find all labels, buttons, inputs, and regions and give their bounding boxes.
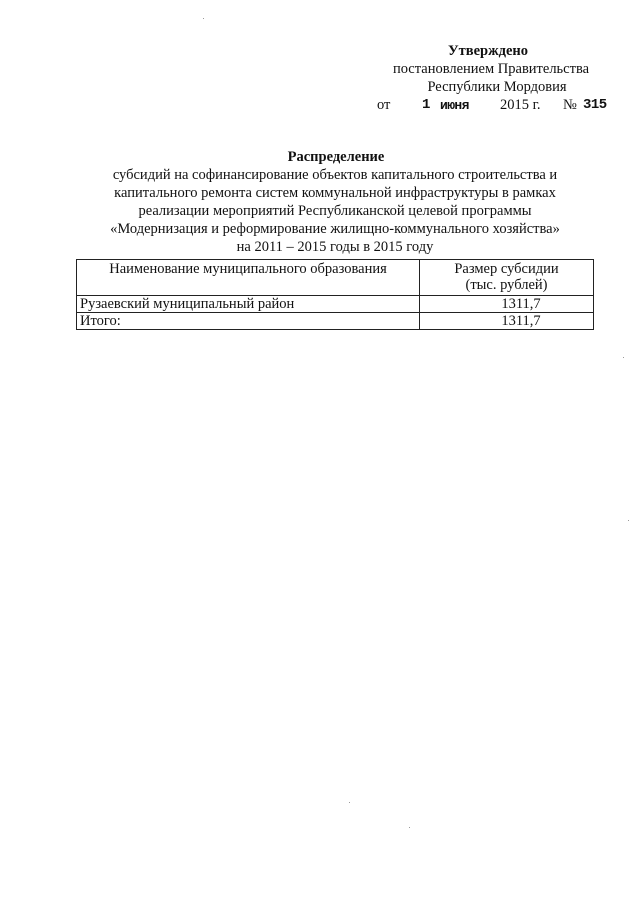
- header-amount-line-1: Размер субсидии: [454, 261, 559, 277]
- date-month: июня: [440, 98, 469, 113]
- date-prefix: от: [377, 97, 391, 113]
- approval-line-resolution: постановлением Правительства: [392, 61, 590, 77]
- row-subsidy-amount: 1311,7: [420, 296, 594, 313]
- header-amount-line-2: (тыс. рублей): [465, 277, 548, 293]
- row-municipality-name: Рузаевский муниципальный район: [77, 296, 420, 313]
- title-line-3: реализации мероприятий Республиканской целевой программы: [138, 203, 532, 219]
- date-day: 1: [422, 97, 431, 113]
- header-subsidy-amount: [420, 260, 594, 296]
- scan-speck: [409, 827, 410, 828]
- total-label: Итого:: [77, 313, 420, 330]
- date-year: 2015 г.: [500, 97, 541, 113]
- approval-block: [360, 42, 610, 116]
- approval-line-republic: Республики Мордовия: [427, 79, 567, 95]
- approval-date-line: [360, 96, 610, 116]
- scan-speck: [203, 18, 204, 19]
- title-line-2: капитального ремонта систем коммунальной инфраструктуры в рамках: [114, 185, 556, 201]
- table-total-row: [77, 313, 594, 330]
- table-header-row: [77, 260, 594, 296]
- scan-speck: [628, 520, 629, 521]
- title-block: [60, 148, 580, 256]
- number-label: №: [563, 97, 577, 113]
- title-line-4: «Модернизация и реформирование жилищно-коммунального хозяйства»: [110, 221, 560, 237]
- header-municipality: Наименование муниципального образования: [77, 260, 420, 296]
- title-line-1: субсидий на софинансирование объектов капитального строительства и: [112, 167, 558, 183]
- total-amount: 1311,7: [420, 313, 594, 330]
- distribution-table: [76, 259, 594, 330]
- document-title: Распределение: [287, 149, 385, 165]
- scan-speck: [349, 802, 350, 803]
- document-number: 315: [583, 97, 607, 113]
- approval-heading: Утверждено: [448, 43, 528, 59]
- table-row: [77, 296, 594, 313]
- scan-speck: [623, 357, 624, 358]
- title-line-5: на 2011 – 2015 годы в 2015 году: [236, 239, 434, 255]
